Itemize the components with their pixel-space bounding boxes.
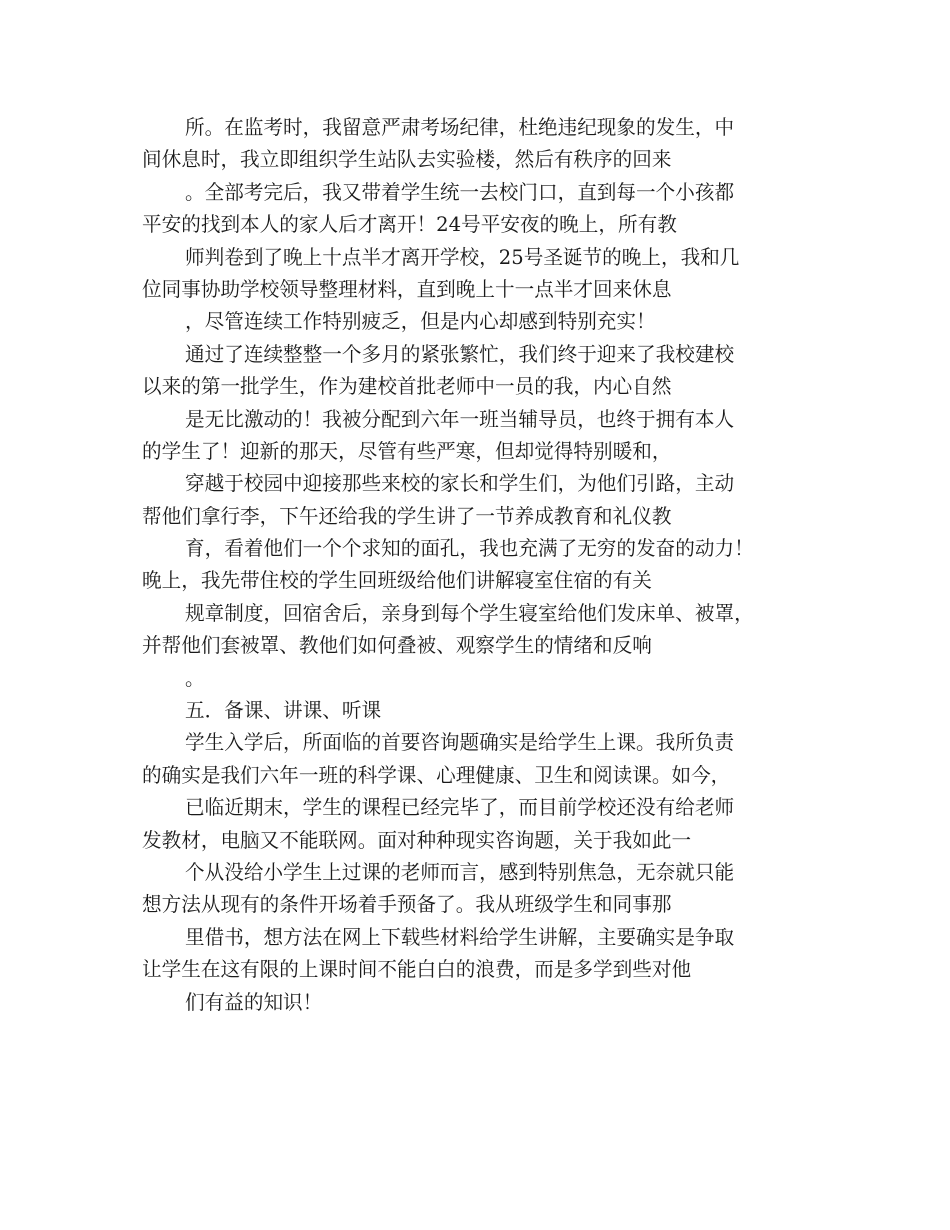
text-line: 帮他们拿行李，下午还给我的学生讲了一节养成教育和礼仪教 — [142, 504, 672, 528]
text-line: 育，看着他们一个个求知的面孔，我也充满了无穷的发奋的动力！ — [185, 537, 754, 561]
text-line: 师判卷到了晚上十点半才离开学校，25号圣诞节的晚上，我和几 — [185, 245, 740, 269]
text-line: 晚上，我先带住校的学生回班级给他们讲解寝室住宿的有关 — [142, 569, 652, 593]
text-line: 的确实是我们六年一班的科学课、心理健康、卫生和阅读课。如今， — [142, 763, 731, 787]
text-line: 并帮他们套被罩、教他们如何叠被、观察学生的情绪和反响 — [142, 634, 652, 658]
text-line: 。 — [185, 666, 205, 690]
text-line: 位同事协助学校领导整理材料，直到晚上十一点半才回来休息 — [142, 277, 672, 301]
text-line: 间休息时，我立即组织学生站队去实验楼，然后有秩序的回来 — [142, 148, 672, 172]
text-line: ，尽管连续工作特别疲乏，但是内心却感到特别充实！ — [185, 310, 656, 334]
section-heading: 五．备课、讲课、听课 — [185, 699, 382, 723]
text-line: 让学生在这有限的上课时间不能白白的浪费，而是多学到些对他 — [142, 958, 692, 982]
text-line: 想方法从现有的条件开场着手预备了。我从班级学生和同事那 — [142, 893, 672, 917]
text-line: 规章制度，回宿舍后，亲身到每个学生寝室给他们发床单、被罩， — [185, 601, 754, 625]
text-line: 平安的找到本人的家人后才离开！24号平安夜的晚上，所有教 — [142, 213, 677, 237]
text-line: 个从没给小学生上过课的老师而言，感到特别焦急，无奈就只能 — [185, 860, 735, 884]
text-line: 通过了连续整整一个多月的紧张繁忙，我们终于迎来了我校建校 — [185, 342, 735, 366]
text-line: 的学生了！迎新的那天，尽管有些严寒，但却觉得特别暖和， — [142, 439, 672, 463]
text-line: 以来的第一批学生，作为建校首批老师中一员的我，内心自然 — [142, 375, 672, 399]
text-line: 学生入学后，所面临的首要咨询题确实是给学生上课。我所负责 — [185, 731, 735, 755]
text-line: 已临近期末，学生的课程已经完毕了，而目前学校还没有给老师 — [185, 796, 735, 820]
text-line: 。全部考完后，我又带着学生统一去校门口，直到每一个小孩都 — [185, 180, 735, 204]
document-body — [0, 112, 950, 1019]
text-line: 穿越于校园中迎接那些来校的家长和学生们，为他们引路，主动 — [185, 472, 735, 496]
text-line: 是无比激动的！我被分配到六年一班当辅导员，也终于拥有本人 — [185, 407, 735, 431]
text-line: 所。在监考时，我留意严肃考场纪律，杜绝违纪现象的发生，中 — [185, 116, 735, 139]
text-line: 里借书，想方法在网上下载些材料给学生讲解，主要确实是争取 — [185, 925, 735, 949]
text-line: 们有益的知识！ — [185, 990, 323, 1014]
text-line: 发教材，电脑又不能联网。面对种种现实咨询题，关于我如此一 — [142, 828, 692, 852]
